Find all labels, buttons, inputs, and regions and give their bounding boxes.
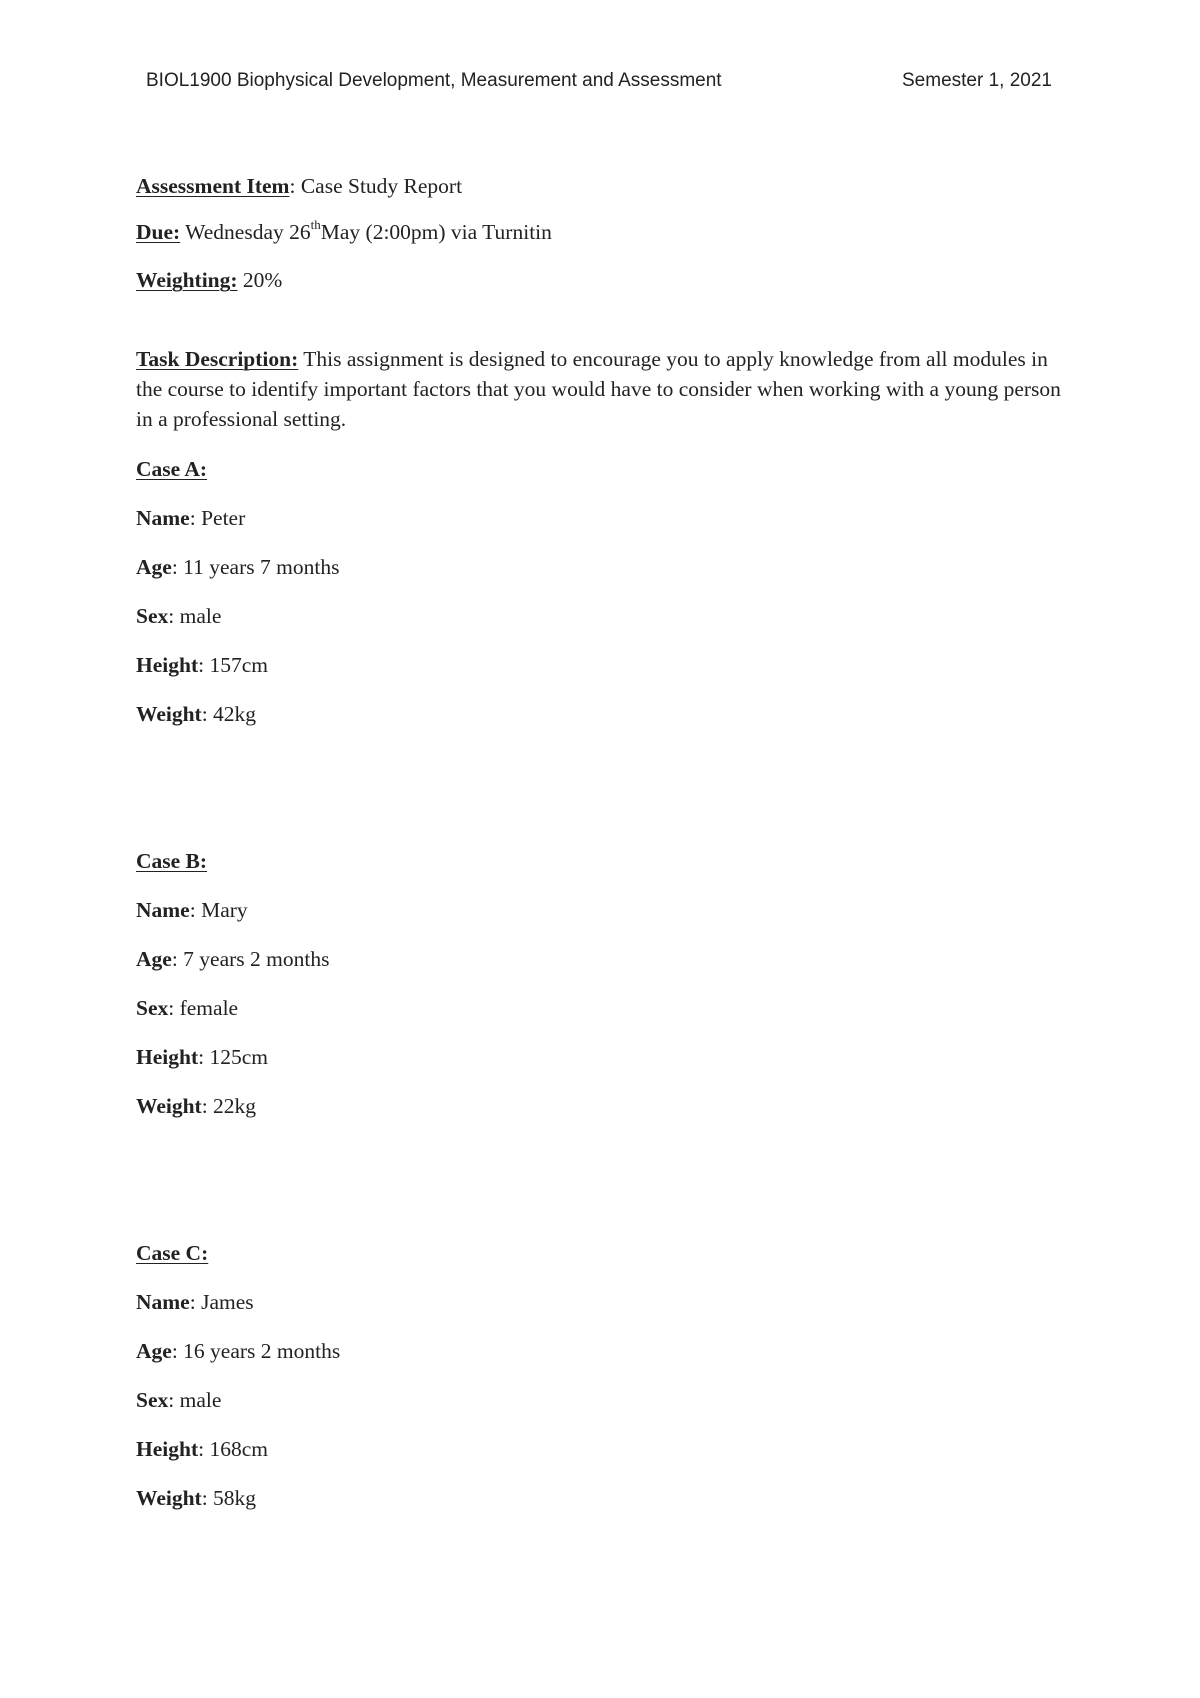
weighting-label: Weighting: xyxy=(136,268,238,292)
case-a-age xyxy=(136,555,339,580)
name-label: Name xyxy=(136,1290,190,1314)
weighting-line xyxy=(136,268,282,293)
age-value: : 16 years 2 months xyxy=(171,1339,341,1363)
sex-value: : male xyxy=(168,1388,222,1412)
name-label: Name xyxy=(136,506,190,530)
due-date-suffix: th xyxy=(310,216,321,232)
case-c-title: Case C: xyxy=(136,1241,209,1265)
case-b-title: Case B: xyxy=(136,849,208,873)
sex-value: : male xyxy=(168,604,222,628)
weight-label: Weight xyxy=(136,1486,202,1510)
case-a-weight xyxy=(136,702,256,727)
sex-value: : female xyxy=(168,996,239,1020)
weight-value: : 58kg xyxy=(201,1486,257,1510)
due-line xyxy=(136,216,552,245)
case-b-age xyxy=(136,947,329,972)
assessment-item-line xyxy=(136,174,462,199)
task-description xyxy=(136,344,1066,434)
case-b-sex xyxy=(136,996,238,1021)
case-b-name xyxy=(136,898,248,923)
case-b-weight xyxy=(136,1094,256,1119)
due-value: Wednesday 26 xyxy=(180,220,311,244)
case-c-weight xyxy=(136,1486,256,1511)
weight-label: Weight xyxy=(136,702,202,726)
weight-label: Weight xyxy=(136,1094,202,1118)
case-a-title: Case A: xyxy=(136,457,208,481)
name-value: : Peter xyxy=(189,506,246,530)
case-c-height xyxy=(136,1437,268,1462)
due-value-rest: May (2:00pm) via Turnitin xyxy=(320,220,552,244)
case-a-name xyxy=(136,506,245,531)
height-value: : 157cm xyxy=(198,653,268,677)
case-b-height xyxy=(136,1045,268,1070)
height-label: Height xyxy=(136,653,199,677)
sex-label: Sex xyxy=(136,1388,169,1412)
age-value: : 11 years 7 months xyxy=(171,555,340,579)
case-c-age xyxy=(136,1339,340,1364)
sex-label: Sex xyxy=(136,996,169,1020)
case-c-sex xyxy=(136,1388,221,1413)
weighting-value: 20% xyxy=(237,268,283,292)
height-value: : 125cm xyxy=(198,1045,268,1069)
weight-value: : 42kg xyxy=(201,702,257,726)
age-value: : 7 years 2 months xyxy=(171,947,330,971)
sex-label: Sex xyxy=(136,604,169,628)
weight-value: : 22kg xyxy=(201,1094,257,1118)
name-value: : James xyxy=(189,1290,254,1314)
age-label: Age xyxy=(136,555,172,579)
name-value: : Mary xyxy=(189,898,248,922)
header-semester: Semester 1, 2021 xyxy=(902,70,1052,91)
case-a-sex xyxy=(136,604,221,629)
task-description-text: This assignment is designed to encourage you to apply knowledge from all modules in the course to identify important factors that you would have to consider when working with a young person in a professional setting. xyxy=(136,347,1061,431)
name-label: Name xyxy=(136,898,190,922)
case-c-name xyxy=(136,1290,254,1315)
header-course-title: BIOL1900 Biophysical Development, Measurement and Assessment xyxy=(146,70,722,91)
height-label: Height xyxy=(136,1437,199,1461)
task-description-label: Task Description: xyxy=(136,347,299,371)
age-label: Age xyxy=(136,947,172,971)
due-label: Due: xyxy=(136,220,181,244)
assessment-item-value: : Case Study Report xyxy=(289,174,463,198)
age-label: Age xyxy=(136,1339,172,1363)
case-a-height xyxy=(136,653,268,678)
height-label: Height xyxy=(136,1045,199,1069)
assessment-item-label: Assessment Item xyxy=(136,174,290,198)
height-value: : 168cm xyxy=(198,1437,268,1461)
